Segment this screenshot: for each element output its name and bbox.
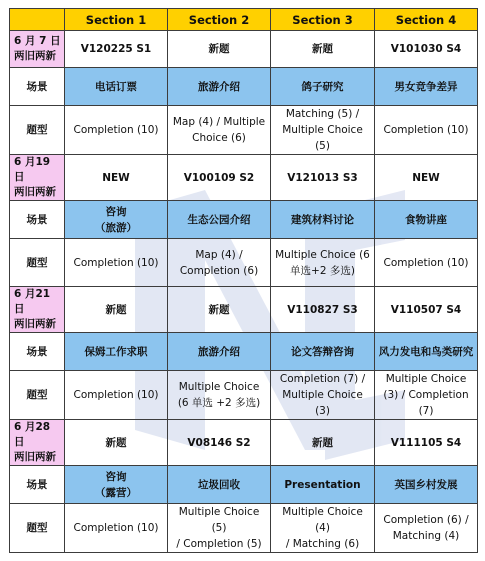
question-type-cell: [168, 504, 271, 553]
test-code-cell: 新题: [168, 31, 271, 68]
date-note: 两旧两新: [14, 451, 56, 463]
scene-row: [10, 333, 478, 371]
header-corner: [10, 9, 65, 31]
cell-line: 咨询: [105, 205, 127, 218]
date-cell: [10, 420, 65, 466]
question-type-cell: [375, 504, 478, 553]
date-cell: [10, 31, 65, 68]
test-code-cell: V111105 S4: [375, 420, 478, 466]
test-code-cell: 新题: [65, 420, 168, 466]
type-label: 题型: [10, 239, 65, 287]
question-type-cell: [271, 106, 375, 155]
date-row: [10, 31, 478, 68]
scene-row: [10, 201, 478, 239]
cell-line: Multiple Choice (5): [178, 506, 260, 534]
cell-line: Multiple Choice (6: [275, 248, 370, 261]
cell-line: Completion (7) /: [279, 373, 366, 385]
question-type-cell: [168, 239, 271, 287]
test-code-cell: 新题: [65, 287, 168, 333]
test-code-cell: V110507 S4: [375, 287, 478, 333]
date-text: 6 月19 日: [14, 156, 51, 183]
test-code-cell: 新题: [271, 31, 375, 68]
question-type-cell: [375, 239, 478, 287]
date-note: 两旧两新: [14, 50, 56, 62]
scene-cell: [271, 68, 375, 106]
cell-line: 保姆工作求职: [84, 345, 148, 358]
cell-line: Multiple Choice: [178, 381, 260, 393]
test-code-cell: V100109 S2: [168, 155, 271, 201]
date-text: 6 月28 日: [14, 421, 51, 448]
cell-line: 论文答辩咨询: [291, 345, 354, 358]
question-type-cell: [168, 106, 271, 155]
cell-line: Completion (10): [73, 256, 159, 269]
cell-line: 建筑材料讨论: [291, 213, 354, 226]
scene-cell: [65, 201, 168, 239]
cell-line: 咨询: [105, 470, 127, 483]
scene-cell: [168, 68, 271, 106]
cell-line: 英国乡村发展: [394, 478, 458, 491]
scene-cell: [65, 466, 168, 504]
scene-label: 场景: [10, 201, 65, 239]
test-code-cell: V101030 S4: [375, 31, 478, 68]
cell-line: 电话订票: [95, 80, 137, 93]
type-label: 题型: [10, 371, 65, 420]
scene-cell: [65, 68, 168, 106]
question-type-cell: [65, 371, 168, 420]
cell-line: Multiple Choice (5): [282, 124, 363, 152]
date-cell: [10, 287, 65, 333]
question-type-cell: [168, 371, 271, 420]
scene-cell: [168, 466, 271, 504]
scene-row: [10, 466, 478, 504]
test-code-cell: NEW: [65, 155, 168, 201]
column-header: Section 1: [65, 9, 168, 31]
scene-row: [10, 68, 478, 106]
cell-line: 男女竞争差异: [394, 80, 458, 93]
scene-cell: [271, 333, 375, 371]
cell-line: （露营）: [95, 486, 137, 499]
cell-line: (3) / Completion (7): [383, 389, 469, 417]
date-note: 两旧两新: [14, 318, 56, 330]
scene-cell: [65, 333, 168, 371]
cell-line: Matching (5) /: [285, 108, 360, 120]
scene-cell: [375, 466, 478, 504]
scene-cell: [375, 333, 478, 371]
cell-line: Completion (10): [383, 124, 469, 136]
column-header: Section 3: [271, 9, 375, 31]
cell-line: 风力发电和鸟类研究: [378, 345, 474, 358]
cell-line: 旅游介绍: [198, 345, 240, 358]
scene-cell: [168, 201, 271, 239]
cell-line: 鸽子研究: [301, 80, 344, 93]
cell-line: Multiple Choice (4): [282, 506, 363, 534]
cell-line: Map (4) /: [195, 248, 243, 261]
question-type-cell: [65, 239, 168, 287]
date-cell: [10, 155, 65, 201]
cell-line: Completion (10): [73, 389, 159, 401]
scene-label: 场景: [10, 68, 65, 106]
column-header: Section 4: [375, 9, 478, 31]
cell-line: Completion (10): [383, 256, 469, 269]
cell-line: （旅游）: [95, 221, 137, 234]
question-type-row: [10, 239, 478, 287]
cell-line: / Matching (6): [285, 538, 360, 550]
cell-line: Multiple Choice: [385, 373, 467, 385]
cell-line: / Completion (5): [176, 538, 262, 550]
cell-line: 单选+2 多选): [290, 264, 355, 277]
scene-cell: [271, 201, 375, 239]
question-type-cell: [375, 371, 478, 420]
date-text: 6 月21 日: [14, 288, 51, 315]
cell-line: 垃圾回收: [198, 478, 240, 491]
header-row: [10, 9, 478, 31]
cell-line: (6 单选 +2 多选): [177, 397, 261, 409]
scene-cell: [271, 466, 375, 504]
test-code-cell: 新题: [271, 420, 375, 466]
date-row: [10, 155, 478, 201]
type-label: 题型: [10, 504, 65, 553]
test-code-cell: V08146 S2: [168, 420, 271, 466]
cell-line: Completion (10): [73, 522, 159, 534]
date-row: [10, 420, 478, 466]
question-type-cell: [271, 504, 375, 553]
question-type-row: [10, 371, 478, 420]
schedule-table: [9, 8, 478, 553]
question-type-cell: [271, 239, 375, 287]
question-type-cell: [65, 504, 168, 553]
date-text: 6 月 7 日: [14, 35, 61, 47]
question-type-cell: [375, 106, 478, 155]
question-type-cell: [65, 106, 168, 155]
cell-line: Presentation: [284, 478, 361, 491]
test-code-cell: V120225 S1: [65, 31, 168, 68]
cell-line: Completion (6): [179, 264, 259, 277]
cell-line: 食物讲座: [405, 213, 447, 226]
scene-cell: [375, 201, 478, 239]
question-type-row: [10, 504, 478, 553]
scene-label: 场景: [10, 333, 65, 371]
scene-cell: [168, 333, 271, 371]
cell-line: Matching (4): [392, 530, 460, 542]
cell-line: Choice (6): [192, 132, 246, 144]
cell-line: Completion (10): [73, 124, 159, 136]
cell-line: 生态公园介绍: [187, 213, 251, 226]
cell-line: Completion (6) /: [383, 514, 469, 526]
test-code-cell: V110827 S3: [271, 287, 375, 333]
question-type-cell: [271, 371, 375, 420]
test-code-cell: 新题: [168, 287, 271, 333]
scene-cell: [375, 68, 478, 106]
date-note: 两旧两新: [14, 186, 56, 198]
test-code-cell: V121013 S3: [271, 155, 375, 201]
column-header: Section 2: [168, 9, 271, 31]
cell-line: 旅游介绍: [198, 80, 240, 93]
scene-label: 场景: [10, 466, 65, 504]
type-label: 题型: [10, 106, 65, 155]
test-code-cell: NEW: [375, 155, 478, 201]
cell-line: Multiple Choice (3): [282, 389, 363, 417]
question-type-row: [10, 106, 478, 155]
cell-line: Map (4) / Multiple: [172, 116, 266, 128]
date-row: [10, 287, 478, 333]
